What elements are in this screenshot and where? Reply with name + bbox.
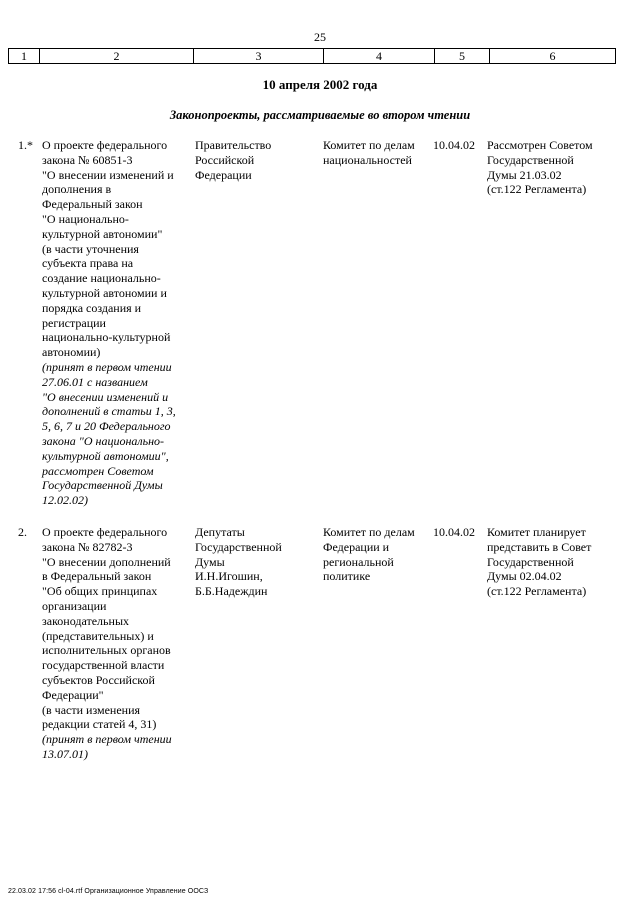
column-number-6: 6 [549,49,556,63]
bill-author-line: Думы [195,554,225,569]
committee-line: Комитет по делам [323,525,415,539]
bill-title-line: создание национально- [42,271,161,286]
bill-title-line: (в части изменения [42,702,141,717]
bill-title-line: регистрации [42,315,106,330]
bill-title-line: (в части уточнения [42,241,139,256]
committee-line: региональной [323,554,394,569]
bill-title-line: О проекте федерального [42,138,168,152]
bill-author-line: И.Н.Игошин, [195,569,263,584]
column-number-header [8,48,616,64]
bill-title-line: культурной автономии" [42,226,163,241]
bill-status [487,138,617,197]
bill-status-line: Государственной [487,554,574,569]
column-number-1: 1 [9,49,40,63]
bill-title-line: 27.06.01 с названием [42,374,148,389]
bill-title-line: закона № 60851-3 [42,152,133,167]
bill-title-line: "О внесении дополнений [42,554,171,569]
bill-title-line: дополнений в статьи 1, 3, [42,404,176,419]
bill-title-line: 5, 6, 7 и 20 Федерального [42,419,171,434]
bill-title-line: редакции статей 4, 31) [42,717,157,732]
bill-title-line: субъектов Российской [42,672,155,687]
bill-title-line: автономии) [42,345,101,360]
bill-title-line: О проекте федерального [42,525,168,539]
bill-author [195,525,320,599]
bill-title [42,525,190,762]
bill-title-line: "О внесении изменений и [42,389,169,404]
bill-title-line: культурной автономии", [42,448,169,463]
bill-status [487,525,617,599]
bill-title-line: культурной автономии и [42,285,167,300]
bill-title-line: Государственной Думы [42,478,163,493]
bill-title-line: законодательных [42,613,129,628]
consideration-date: 10.04.02 [433,525,475,539]
bill-status-line: (ст.122 Регламента) [487,182,587,197]
committee-line: Федерации и [323,539,390,554]
bill-status-line: Думы 21.03.02 [487,167,562,182]
bill-title-line: (представительных) и [42,628,154,643]
page-number: 25 [314,30,326,44]
bill-title-line: 12.02.02) [42,493,88,508]
bill-title-line: субъекта права на [42,256,134,271]
column-number-4: 4 [324,49,435,63]
bill-status-line: Думы 02.04.02 [487,569,562,584]
bill-title [42,138,190,508]
bill-author [195,138,320,182]
bill-title-line: национально-культурной [42,330,171,345]
section-title: Законопроекты, рассматриваемые во втором чтении [169,108,471,122]
bill-author-line: Б.Б.Надеждин [195,584,268,599]
bill-status-line: Государственной [487,152,574,167]
committee-line: Комитет по делам [323,138,415,152]
bill-title-line: государственной власти [42,658,165,673]
column-number-2: 2 [40,49,194,63]
committee-line: политике [323,569,371,584]
bill-title-line: "Об общих принципах [42,584,158,599]
bill-number: 1.* [18,138,33,152]
bill-author-line: Федерации [195,167,252,182]
bill-status-line: Рассмотрен Советом [487,138,593,152]
bill-title-line: закона "О национально- [42,433,165,448]
bill-title-line: организации [42,598,107,613]
bill-author-line: Российской [195,152,255,167]
committee-line: национальностей [323,152,412,167]
column-number-5: 5 [435,49,490,63]
column-number-3: 3 [194,49,324,63]
bill-title-line: исполнительных органов [42,643,171,658]
bill-title-line: (принят в первом чтении [42,359,172,374]
bill-title-line: (принят в первом чтении [42,732,172,747]
bill-status-line: представить в Совет [487,539,592,554]
responsible-committee [323,138,433,168]
bill-title-line: закона № 82782-3 [42,539,133,554]
bill-title-line: "О внесении изменений и [42,167,174,182]
bill-title-line: порядка создания и [42,300,142,315]
bill-title-line: Федерации" [42,687,104,702]
bill-title-line: рассмотрен Советом [42,463,154,478]
bill-title-line: дополнения в [42,182,112,197]
bill-status-line: (ст.122 Регламента) [487,584,587,599]
bill-title-line: Федеральный закон [42,197,143,212]
bill-author-line: Правительство [195,138,272,152]
document-footer: 22.03.02 17:56 cl-04.rtf Организационное Управление ООСЗ [8,888,209,895]
bill-number: 2. [18,525,27,539]
bill-title-line: 13.07.01) [42,746,88,761]
bill-title-line: в Федеральный закон [42,569,152,584]
session-date: 10 апреля 2002 года [262,77,378,92]
responsible-committee [323,525,433,584]
consideration-date: 10.04.02 [433,138,475,152]
bill-author-line: Депутаты [195,525,245,539]
bill-author-line: Государственной [195,539,282,554]
bill-title-line: "О национально- [42,211,129,226]
bill-status-line: Комитет планирует [487,525,586,539]
